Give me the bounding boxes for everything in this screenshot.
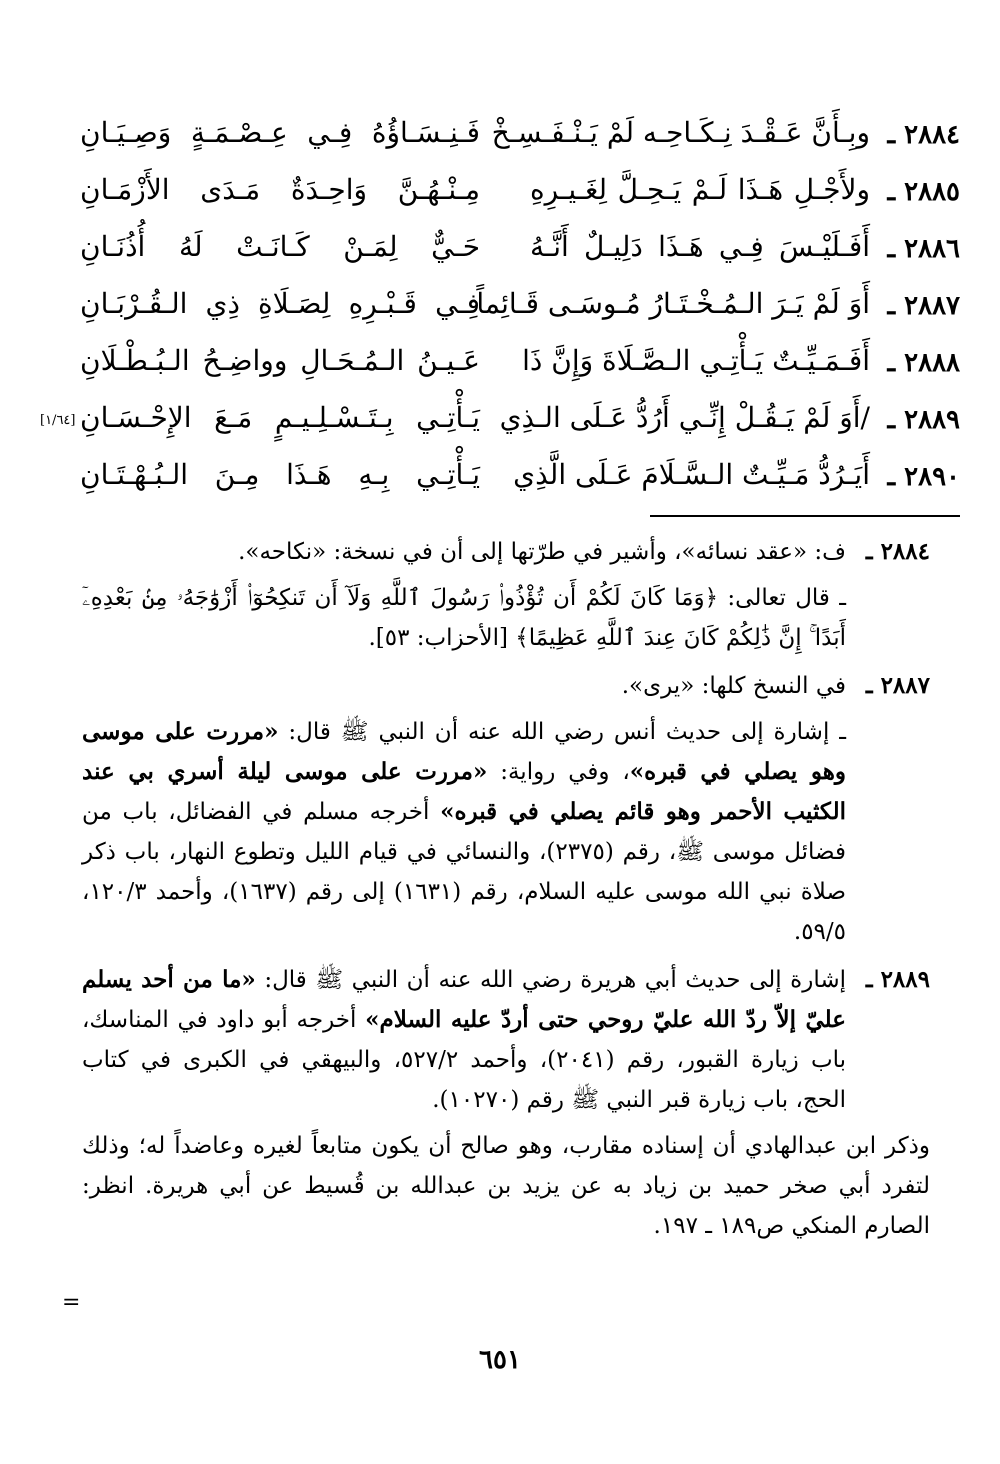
verse-2889: [40, 395, 960, 452]
verse-second-hemistich: فِـي قَـبْـرِهِ لِصَـلَاةِ ذِي الـقُـرْبَـانِ: [80, 287, 480, 320]
verse-first-hemistich: أَوَ لَمْ يَـرَ الـمُـخْـتَـارُ مُـوسَـى قَـائِماً: [476, 287, 870, 320]
verse-number: ٢٨٩٠ ـ: [887, 462, 960, 492]
footnotes: [82, 532, 930, 1254]
footnote-commentary: وذكر ابن عبدالهادي أن إسناده مقارب، وهو صالح أن يكون متابعاً لغيره وعاضداً له؛ وذلك لتفرد أبي صخر حميد بن زياد به عن يزيد بن عبدالله بن قُسيط عن أبي هريرة. انظر: الصارم المنكي ص١٨٩ ـ ١٩٧.: [82, 1133, 930, 1239]
hadith-text: «مررت على موسى وهو يصلي في قبره»: [82, 718, 846, 785]
footnote-number: ٢٨٨٩ ـ: [865, 966, 930, 993]
verse-2890: [40, 452, 960, 509]
footnote-hadith-paragraph: [82, 960, 846, 1120]
verse-2885: [40, 167, 960, 224]
continuation-mark: =: [62, 1290, 81, 1315]
verse-2888: [40, 338, 960, 395]
verse-2884: [40, 110, 960, 167]
footnote-number: ٢٨٨٤ ـ: [865, 538, 930, 565]
verse-first-hemistich: وبِـأَنَّ عَـقْـدَ نِـكَـاحِـه لَمْ يَـنْـفَـسِـخْ: [491, 116, 870, 149]
footnote-connector: ، وفي رواية:: [487, 759, 630, 785]
footnote-text: في النسخ كلها: «يرى».: [621, 673, 846, 699]
verse-number: ٢٨٨٥ ـ: [887, 177, 960, 207]
verse-first-hemistich: ولأَجْـلِ هَـذَا لَـمْ يَـحِـلَّ لِغَـيـرِهِ: [530, 173, 870, 206]
footnote-divider: [650, 515, 960, 517]
verse-2887: [40, 281, 960, 338]
footnote-2887: [82, 666, 930, 952]
footnote-2889: [82, 960, 930, 1246]
verse-number: ٢٨٨٦ ـ: [887, 234, 960, 264]
verse-first-hemistich: أَفَـمَـيِّـتٌ يَـأْتِـي الـصَّـلَاةَ وَإِنَّ ذَا: [522, 344, 870, 377]
hadith-text-variant: «مررت على موسى ليلة أسري بي عند الكثيب الأحمر وهو قائم يصلي في قبره»: [82, 758, 846, 825]
quran-text-part1: ـ قال تعالى: ﴿وَمَا كَانَ لَكُمْ أَن تُؤْذُوا۟ رَسُولَ ٱللَّهِ وَلَآ أَن تَنكِحُوٓا۟ أَزْوَٰجَهُۥ: [176, 585, 846, 611]
footnote-2884: [82, 532, 930, 658]
verse-second-hemistich: يَـأْتِـي بِـهِ هَـذَا مِـنَ الـبُـهْـتَـانِ: [80, 458, 480, 491]
verse-first-hemistich: /أَوَ لَمْ يَـقُـلْ إِنِّـي أَرُدُّ عَـلَى الـذِي: [499, 401, 870, 434]
poem-verses: [40, 110, 960, 509]
hadith-text: «ما من أحد يسلم عليّ إلاّ ردّ الله عليّ روحي حتى أردّ عليه السلام»: [82, 966, 846, 1033]
verse-second-hemistich: مِـنْـهُـنَّ وَاحِـدَةٌ مَـدَى الأَزْمَـانِ: [80, 173, 480, 206]
verse-number: ٢٨٨٩ ـ: [887, 405, 960, 435]
verse-2886: [40, 224, 960, 281]
verse-number: ٢٨٨٨ ـ: [887, 348, 960, 378]
verse-number: ٢٨٨٤ ـ: [887, 120, 960, 150]
verse-first-hemistich: أَفَـلَيْـسَ فِـي هَـذَا دَلِيـلٌ أَنَّـهُ: [530, 230, 870, 263]
footnote-intro: إشارة إلى حديث أبي هريرة رضي الله عنه أن النبي ﷺ قال:: [255, 967, 847, 993]
verse-first-hemistich: أَيَـرُدُّ مَـيِّـتٌ الـسَّـلَامَ عَـلَى الَّذِي: [513, 458, 870, 491]
manuscript-folio-mark: [١/٦٤]: [40, 413, 76, 428]
page-number: ٦٥١: [479, 1345, 521, 1375]
footnote-text: ف: «عقد نسائه»، وأشير في طرّتها إلى أن في نسخة: «نكاحه».: [238, 539, 846, 565]
footnote-number: ٢٨٨٧ ـ: [865, 672, 930, 699]
verse-second-hemistich: يَـأْتِـي بِـتَـسْـلِـيـمٍ مَـعَ الإِحْـسَـانِ: [80, 401, 480, 434]
verse-number: ٢٨٨٧ ـ: [887, 291, 960, 321]
footnote-citation: أخرجه مسلم في الفضائل، باب من فضائل موسى ﷺ، رقم (٢٣٧٥)، والنسائي في قيام الليل وتطوع النهار، باب ذكر صلاة نبي الله موسى عليه السلام، رقم (١٦٣١) إلى رقم (١٦٣٧)، وأحمد ١٢٠/٣، ٥٩/٥.: [82, 799, 846, 945]
quran-text-part2: مِنۢ بَعْدِهِۦٓ أَبَدًا ۚ إِنَّ ذَٰلِكُمْ كَانَ عِندَ ٱللَّهِ عَظِيمًا﴾ [الأحزاب: ٥٣].: [82, 585, 846, 651]
footnote-intro: ـ إشارة إلى حديث أنس رضي الله عنه أن النبي ﷺ قال:: [278, 719, 846, 745]
verse-second-hemistich: حَـيٌّ لِمَـنْ كَـانَـتْ لَهُ أُذُنَـانِ: [80, 230, 480, 263]
verse-second-hemistich: عَـيـنُ الـمُـحَـالِ وواضِـحُ الـبُـطْـلَانِ: [80, 344, 480, 377]
footnote-quran-quote: [82, 578, 846, 658]
footnote-citation: أخرجه أبو داود في المناسك، باب زيارة القبور، رقم (٢٠٤١)، وأحمد ٥٢٧/٢، والبيهقي في الكبرى في كتاب الحج، باب زيارة قبر النبي ﷺ رقم (١٠٢٧٠).: [82, 1007, 847, 1113]
verse-second-hemistich: فَـنِـسَـاؤُهُ فِـي عِـصْـمَـةٍ وَصِـيَـانِ: [80, 116, 480, 149]
footnote-hadith-paragraph: [82, 712, 846, 952]
